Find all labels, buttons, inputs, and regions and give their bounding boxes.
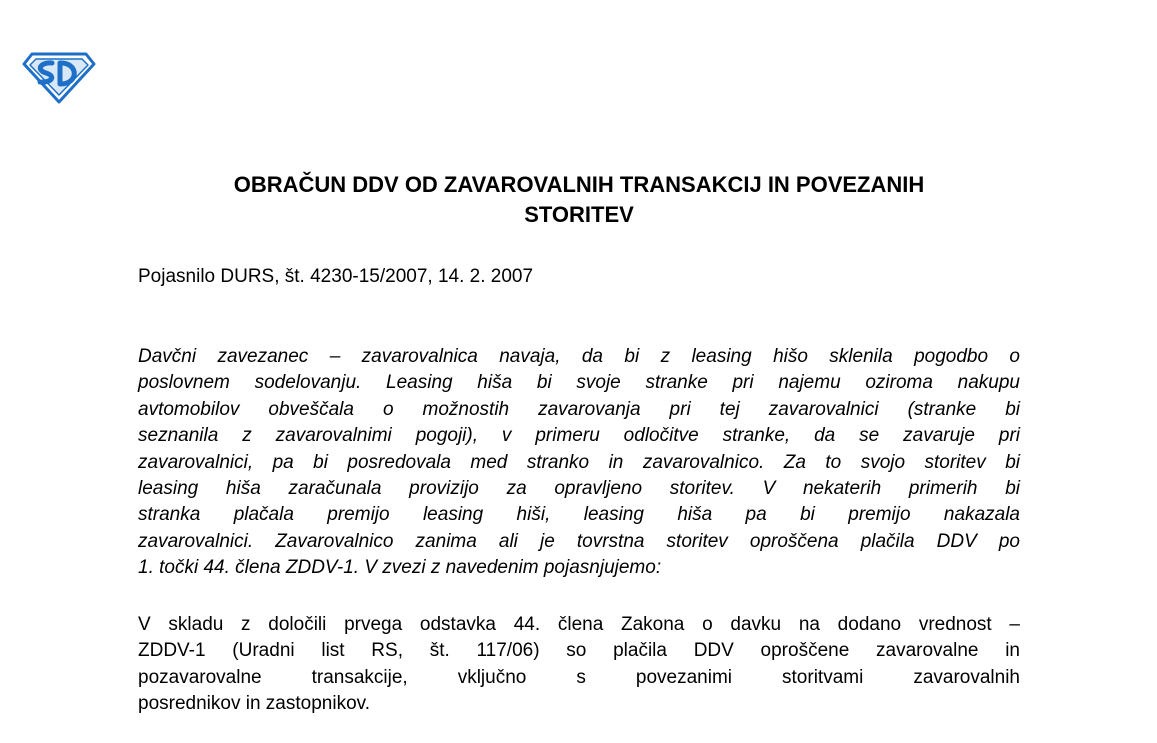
text-line: ZDDV-1 (Uradni list RS, št. 117/06) so plačila DDV oproščene zavarovalne in xyxy=(138,640,1020,662)
title-line-2: STORITEV xyxy=(524,202,634,227)
paragraph-answer xyxy=(138,612,1020,718)
sd-logo-icon xyxy=(22,50,96,104)
text-line: posrednikov in zastopnikov. xyxy=(138,693,370,715)
text-line: poslovnem sodelovanju. Leasing hiša bi svoje stranke pri najemu oziroma nakupu xyxy=(138,372,1020,394)
text-line: leasing hiša zaračunala provizijo za opravljeno storitev. V nekaterih primerih bi xyxy=(138,477,1020,499)
text-line: stranka plačala premijo leasing hiši, leasing hiša pa bi premijo nakazala xyxy=(138,504,1020,526)
text-line: seznanila z zavarovalnimi pogoji), v primeru odločitve stranke, da se zavaruje pri xyxy=(138,425,1020,447)
text-line: 1. točki 44. člena ZDDV-1. V zvezi z navedenim pojasnjujemo: xyxy=(138,557,662,579)
paragraph-question xyxy=(138,344,1020,582)
text-line: V skladu z določili prvega odstavka 44. člena Zakona o davku na dodano vrednost – xyxy=(138,614,1020,635)
text-line: zavarovalnici. Zavarovalnico zanima ali je tovrstna storitev oproščena plačila DDV po xyxy=(138,530,1020,552)
text-line: Davčni zavezanec – zavarovalnica navaja, da bi z leasing hišo sklenila pogodbo o xyxy=(138,346,1020,367)
text-line: zavarovalnici, pa bi posredovala med stranko in zavarovalnico. Za to svojo storitev bi xyxy=(138,451,1020,473)
document-title xyxy=(138,170,1020,230)
title-line-1: OBRAČUN DDV OD ZAVAROVALNIH TRANSAKCIJ IN POVEZANIH xyxy=(233,172,925,197)
reference-line: Pojasnilo DURS, št. 4230-15/2007, 14. 2. 2007 xyxy=(138,266,534,287)
text-line: pozavarovalne transakcije, vključno s povezanimi storitvami zavarovalnih xyxy=(138,666,1020,688)
text-line: avtomobilov obveščala o možnostih zavarovanja pri tej zavarovalnici (stranke bi xyxy=(138,398,1020,420)
